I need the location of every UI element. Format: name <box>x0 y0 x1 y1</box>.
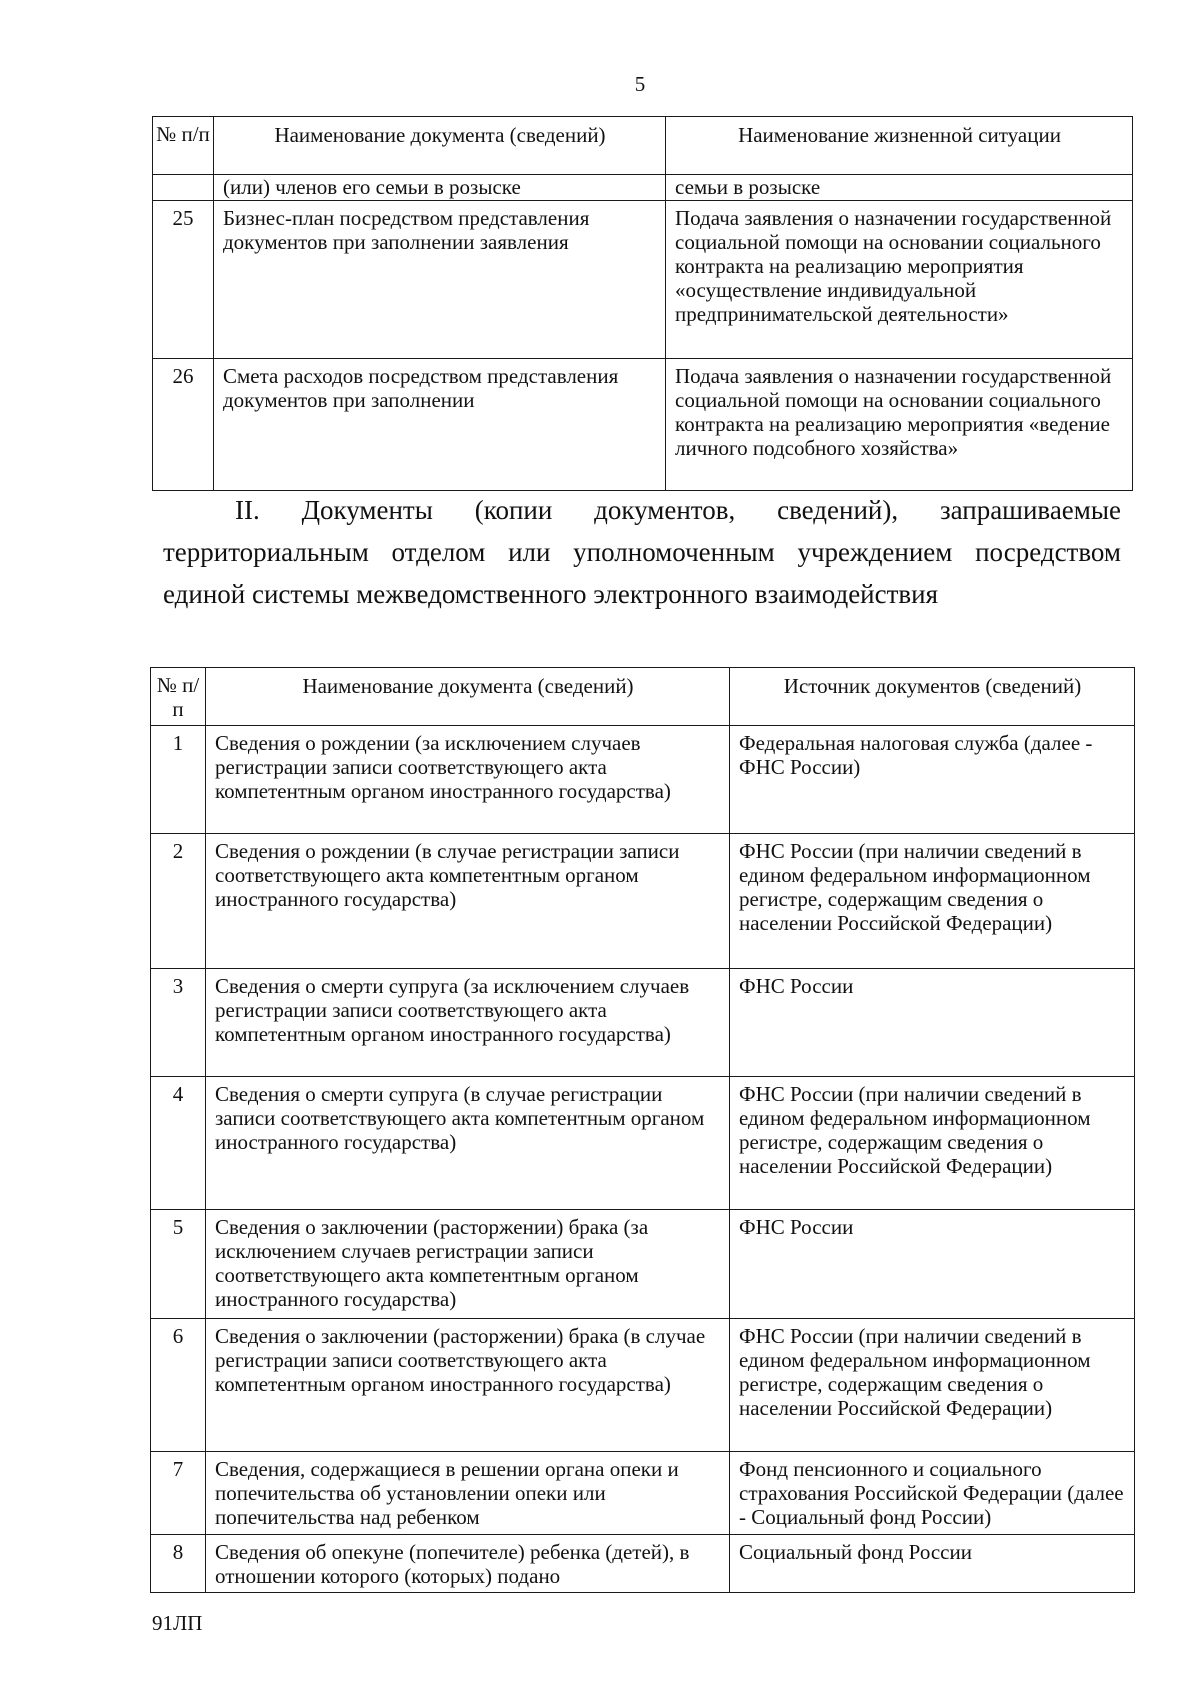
source-cell: Фонд пенсионного и социального страхования Российской Федерации (далее - Социальный фонд России) <box>730 1452 1135 1535</box>
table-row <box>151 1210 1135 1319</box>
source-cell: ФНС России <box>730 969 1135 1077</box>
table-row <box>151 1535 1135 1593</box>
row-number: 6 <box>151 1319 206 1452</box>
document-name-cell: Сведения о смерти супруга (за исключением случаев регистрации записи соответствующего акта компетентным органом иностранного государства) <box>206 969 730 1077</box>
section-heading-text: II. Документы (копии документов, сведений), запрашиваемые территориальным отделом или уполномоченным учреждением посредством единой системы межведомственного электронного взаимодействия <box>163 495 1121 609</box>
page-number: 5 <box>634 72 646 96</box>
document-name-cell: Бизнес-план посредством представления документов при заполнении заявления <box>214 201 666 359</box>
document-code: 91ЛП <box>152 1611 203 1635</box>
table-row <box>153 201 1133 359</box>
table-row <box>151 726 1135 834</box>
table-row <box>151 834 1135 969</box>
source-cell: Федеральная налоговая служба (далее - ФНС России) <box>730 726 1135 834</box>
life-situation-cell: Подача заявления о назначении государственной социальной помощи на основании социального контракта на реализацию мероприятия «осуществление индивидуальной предпринимательской деятельности» <box>666 201 1133 359</box>
table-row <box>151 1077 1135 1210</box>
column-header-source: Источник документов (сведений) <box>730 668 1135 726</box>
documents-table-section-2 <box>150 667 1135 1593</box>
row-number: 5 <box>151 1210 206 1319</box>
column-header-document: Наименование документа (сведений) <box>206 668 730 726</box>
life-situation-cell: Подача заявления о назначении государственной социальной помощи на основании социального контракта на реализацию мероприятия «ведение личного подсобного хозяйства» <box>666 359 1133 491</box>
row-number <box>153 175 214 201</box>
row-number: 8 <box>151 1535 206 1593</box>
row-number: 7 <box>151 1452 206 1535</box>
document-name-cell: Смета расходов посредством представления документов при заполнении <box>214 359 666 491</box>
table-row <box>153 175 1133 201</box>
table-row <box>151 969 1135 1077</box>
source-cell: ФНС России (при наличии сведений в едином федеральном информационном регистре, содержащим сведения о населении Российской Федерации) <box>730 1077 1135 1210</box>
row-number: 26 <box>153 359 214 491</box>
column-header-number: № п/п <box>153 117 214 175</box>
row-number: 3 <box>151 969 206 1077</box>
document-name-cell: Сведения о рождении (в случае регистрации записи соответствующего акта компетентным органом иностранного государства) <box>206 834 730 969</box>
column-header-document: Наименование документа (сведений) <box>214 117 666 175</box>
document-name-cell: Сведения о смерти супруга (в случае регистрации записи соответствующего акта компетентным органом иностранного государства) <box>206 1077 730 1210</box>
source-cell: ФНС России (при наличии сведений в едином федеральном информационном регистре, содержащим сведения о населении Российской Федерации) <box>730 1319 1135 1452</box>
column-header-number: № п/п <box>151 668 206 726</box>
section-heading <box>163 489 1121 615</box>
document-name-cell: Сведения, содержащиеся в решении органа опеки и попечительства об установлении опеки или попечительства над ребенком <box>206 1452 730 1535</box>
source-cell: ФНС России <box>730 1210 1135 1319</box>
document-name-cell: Сведения о заключении (расторжении) брака (за исключением случаев регистрации записи соответствующего акта компетентным органом иностранного государства) <box>206 1210 730 1319</box>
row-number: 25 <box>153 201 214 359</box>
table-row <box>151 1319 1135 1452</box>
table-row <box>151 1452 1135 1535</box>
source-cell: Социальный фонд России <box>730 1535 1135 1593</box>
table-header-row <box>153 117 1133 175</box>
column-header-situation: Наименование жизненной ситуации <box>666 117 1133 175</box>
document-name-cell: Сведения о заключении (расторжении) брака (в случае регистрации записи соответствующего акта компетентным органом иностранного государства) <box>206 1319 730 1452</box>
table-header-row <box>151 668 1135 726</box>
document-name-cell: Сведения об опекуне (попечителе) ребенка (детей), в отношении которого (которых) подано <box>206 1535 730 1593</box>
table-row <box>153 359 1133 491</box>
row-number: 2 <box>151 834 206 969</box>
row-number: 4 <box>151 1077 206 1210</box>
documents-table-section-1 <box>152 116 1133 491</box>
document-name-cell: Сведения о рождении (за исключением случаев регистрации записи соответствующего акта компетентным органом иностранного государства) <box>206 726 730 834</box>
document-name-cell: (или) членов его семьи в розыске <box>214 175 666 201</box>
source-cell: ФНС России (при наличии сведений в едином федеральном информационном регистре, содержащим сведения о населении Российской Федерации) <box>730 834 1135 969</box>
life-situation-cell: семьи в розыске <box>666 175 1133 201</box>
row-number: 1 <box>151 726 206 834</box>
